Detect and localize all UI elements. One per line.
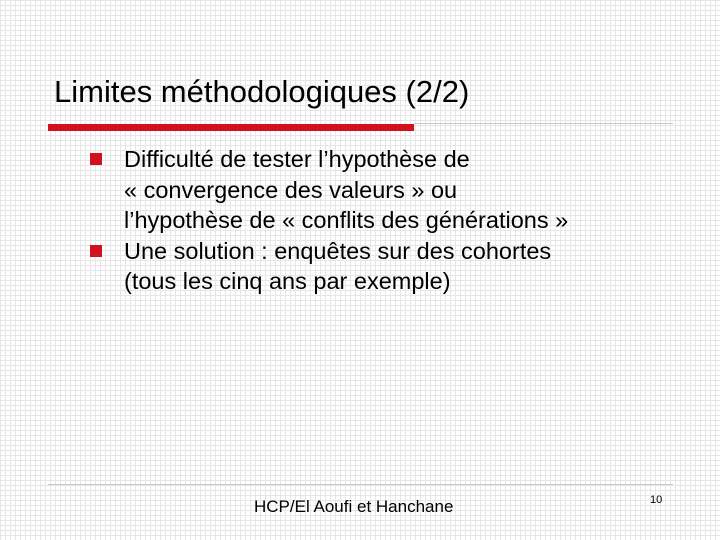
bullet-list: [90, 144, 690, 297]
title-accent-bar: [48, 124, 414, 131]
bullet-item: [90, 236, 690, 297]
footer-text: HCP/El Aoufi et Hanchane: [254, 497, 454, 516]
slide-title: Limites méthodologiques (2/2): [54, 74, 470, 109]
bullet-text: Difficulté de tester l’hypothèse de « convergence des valeurs » ou l’hypothèse de « conflits des générations »: [124, 146, 569, 233]
bullet-text: Une solution : enquêtes sur des cohortes (tous les cinq ans par exemple): [124, 237, 552, 294]
page-number: 10: [650, 494, 663, 506]
bullet-item: [90, 144, 690, 236]
footer-divider: [48, 484, 673, 485]
square-bullet-icon: [90, 245, 102, 257]
title-divider: [414, 123, 673, 124]
square-bullet-icon: [90, 153, 102, 165]
